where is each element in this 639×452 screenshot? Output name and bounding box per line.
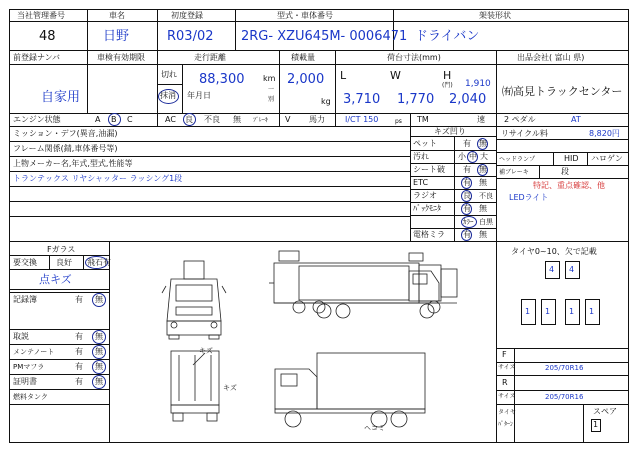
cabin-row-option: 有 [463, 204, 471, 213]
kizu-bottom: キズ [223, 384, 237, 392]
record-row-divider [9, 329, 109, 330]
record-row-label: 証明書 [13, 377, 37, 386]
record-row-divider [9, 389, 109, 390]
record-row-option: 無 [95, 295, 103, 304]
label-front: F [502, 350, 507, 359]
label-tm: TM [417, 115, 429, 124]
cabin-row-option: 良 [463, 191, 471, 200]
label-engine: エンジン状態 [13, 115, 61, 124]
label-mileage: 走行距離 [194, 53, 226, 62]
tire-title: タイヤ0~10、欠で記載 [511, 247, 597, 256]
label-aux-brake: 補ブレーキ [499, 169, 529, 176]
label-ymd: 年月日 [187, 91, 211, 100]
label-expired: 切れ [161, 70, 177, 79]
label-car-name: 車名 [109, 11, 125, 20]
rear-tire-tread: 1 [589, 307, 595, 316]
height-value: 2,040 [449, 92, 487, 107]
record-row-label: PMマフラ [13, 363, 45, 371]
cabin-row-option: 有 [463, 139, 471, 148]
glass-note: 点キズ [39, 273, 72, 286]
seller-company: ㈲高見トラックセンター [502, 85, 623, 98]
truck-diagram [109, 241, 496, 443]
kizu-top: キズ [199, 347, 213, 355]
record-row-option: 有 [75, 377, 83, 386]
notes-title: 特記、重点確認、他 [533, 181, 605, 190]
cabin-row-divider [410, 202, 496, 203]
kg-unit: kg [321, 97, 331, 106]
usage-type: 自家用 [41, 90, 81, 105]
cabin-row-option: 無 [479, 139, 487, 148]
label-tire-pattern: タイヤ [498, 409, 516, 416]
upper-body-note: トランテックス リヤシャッター ラッシング1段 [13, 174, 183, 183]
engine-opt-b: B [111, 115, 117, 124]
rear-tire-size: 205/70R16 [545, 393, 584, 401]
truck-side-view-upper [295, 266, 439, 318]
record-row-divider [9, 404, 109, 405]
rear-tire-tread: 1 [525, 307, 531, 316]
cabin-title: キズ凹り [434, 127, 466, 136]
cabin-row-divider [410, 228, 496, 229]
cabin-row-option: ｶﾗｰ [463, 218, 474, 226]
label-halogen: ハロゲン [591, 154, 623, 163]
label-first-registration: 初度登録 [171, 11, 203, 20]
label-length: L [340, 69, 347, 82]
cabin-row-option: 中 [469, 152, 477, 161]
cabin-row-option: 小 [458, 152, 466, 161]
record-row-label: 取説 [13, 332, 29, 341]
label-speed: 速 [477, 115, 485, 124]
truck-plan-view [269, 251, 457, 313]
hp-value: I/CT 150 [345, 115, 379, 124]
label-fglass: Fガラス [47, 245, 76, 254]
record-row-label: 記録簿 [13, 295, 37, 304]
cabin-row-label: ペット [413, 139, 437, 148]
label-front-size: サイズ [498, 364, 516, 371]
cabin-row-option: 有 [463, 230, 471, 239]
label-hid: HID [564, 154, 579, 163]
label-bed-dims: 荷台寸法(mm) [387, 53, 441, 62]
height-top-value: 1,910 [465, 79, 491, 89]
load-value: 2,000 [287, 72, 325, 87]
label-ichi: 一 [268, 86, 275, 93]
record-row-label: 燃料タンク [13, 393, 48, 401]
model-chassis-no: 2RG- XZU645M- 0006471 [241, 29, 408, 44]
label-management-no: 当社管理番号 [17, 11, 65, 20]
cabin-row-label: ETC [413, 178, 429, 187]
label-model-chassis: 型式・車体番号 [277, 11, 333, 20]
label-height: H [443, 69, 452, 82]
record-row-divider [9, 292, 109, 293]
first-registration: R03/02 [167, 29, 214, 44]
label-mission: ミッション・デフ(異音,油漏) [13, 129, 118, 138]
glass-opt-chip: 飛石有 [87, 258, 111, 267]
recycle-fee: 8,820円 [589, 129, 620, 138]
record-row-option: 有 [75, 347, 83, 356]
label-rear: R [502, 378, 508, 387]
engine-opt-a: A [95, 115, 101, 124]
record-row-divider [9, 359, 109, 360]
car-name: 日野 [103, 29, 130, 44]
width-value: 1,770 [397, 92, 435, 107]
label-prev-plate: 前登録ナンバ [13, 53, 61, 62]
cabin-row-label: ﾊﾞｯｸﾓﾆﾀ [413, 204, 441, 213]
km-unit: km [263, 74, 276, 83]
cabin-row-divider [410, 189, 496, 190]
label-upper-body: 上物メーカー名,年式,型式,性能等 [13, 159, 133, 168]
aux-brake-stage: 段 [561, 167, 569, 176]
label-body-type: 架装形状 [479, 11, 511, 20]
engine-opt-c: C [127, 115, 133, 124]
glass-opt-replace: 要交換 [13, 258, 37, 267]
truck-rear-view [171, 351, 219, 421]
pedal-type: 2 ペダル [504, 115, 536, 124]
record-row-label: メンテノート [13, 348, 55, 356]
rear-tire-tread: 1 [545, 307, 551, 316]
label-width: W [390, 69, 401, 82]
cabin-row-option: 不良 [479, 192, 493, 200]
record-row-option: 無 [95, 332, 103, 341]
cabin-row-divider [410, 176, 496, 177]
cabin-row-option: 有 [463, 178, 471, 187]
label-load: 積載量 [291, 53, 315, 62]
label-ac: AC [165, 115, 176, 124]
label-tire-pattern-2: ﾊﾟﾀｰﾝ [498, 421, 514, 428]
hekomi-note: ヘコミ [364, 424, 385, 432]
label-inspection-expiry: 車検有効期限 [97, 53, 145, 62]
record-row-divider [9, 374, 109, 375]
cabin-row-divider [410, 215, 496, 216]
cabin-row-option: 無 [479, 178, 487, 187]
front-tire-tread: 4 [569, 265, 575, 274]
cabin-row-option: 有 [463, 165, 471, 174]
ps-unit: ps [395, 118, 402, 125]
length-value: 3,710 [343, 92, 381, 107]
label-hp: 馬力 [309, 115, 325, 124]
label-v: V [285, 115, 291, 124]
ac-opt-good: 良 [185, 115, 193, 124]
record-row-option: 無 [95, 362, 103, 371]
management-no: 48 [39, 29, 56, 44]
cabin-row-option: 大 [480, 152, 488, 161]
body-type: ドライバン [415, 29, 480, 44]
record-row-option: 無 [95, 377, 103, 386]
label-rear-size: サイズ [498, 393, 516, 400]
front-tire-tread: 4 [549, 265, 555, 274]
cabin-row-label: 電格ミラ [413, 230, 445, 239]
record-row-option: 有 [75, 332, 83, 341]
mileage-value: 88,300 [199, 72, 245, 87]
label-seller: 出品会社( 富山 県) [517, 53, 585, 62]
cabin-row-label: シート破 [413, 165, 445, 174]
label-deregistered: 抹消 [160, 91, 176, 100]
record-row-option: 有 [75, 362, 83, 371]
label-spare: スペア [593, 407, 617, 416]
ac-opt-bad: 不良 [204, 115, 220, 124]
glass-opt-good: 良好 [56, 258, 72, 267]
cabin-row-label: ラジオ [413, 191, 437, 200]
cabin-row-divider [410, 150, 496, 151]
truck-front-view [162, 261, 226, 339]
record-row-option: 有 [75, 295, 83, 304]
truck-side-view-lower [275, 353, 425, 427]
note-line-1: LEDライト [509, 193, 549, 202]
cabin-row-option: 無 [479, 230, 487, 239]
front-tire-size: 205/70R16 [545, 364, 584, 372]
label-gate: (門) [442, 82, 453, 89]
label-betsu: 別 [268, 96, 275, 103]
label-recycle: リサイクル料 [501, 129, 548, 138]
label-frame: フレーム関係(錆,車体番号等) [13, 144, 118, 153]
inspection-sheet [9, 9, 629, 443]
cabin-row-option: 無 [479, 165, 487, 174]
rear-tire-tread: 1 [569, 307, 575, 316]
ac-opt-none: 無 [233, 115, 241, 124]
spare-count: 1 [593, 420, 599, 429]
record-row-divider [9, 344, 109, 345]
label-brake: ﾌﾞﾚｰｷ [253, 117, 269, 124]
cabin-row-option: 白黒 [479, 218, 493, 226]
cabin-row-option: 無 [479, 204, 487, 213]
label-headlamp: ヘッドランプ [499, 156, 536, 163]
transmission-at: AT [571, 115, 581, 124]
record-row-option: 無 [95, 347, 103, 356]
cabin-row-label: 汚れ [413, 152, 429, 161]
